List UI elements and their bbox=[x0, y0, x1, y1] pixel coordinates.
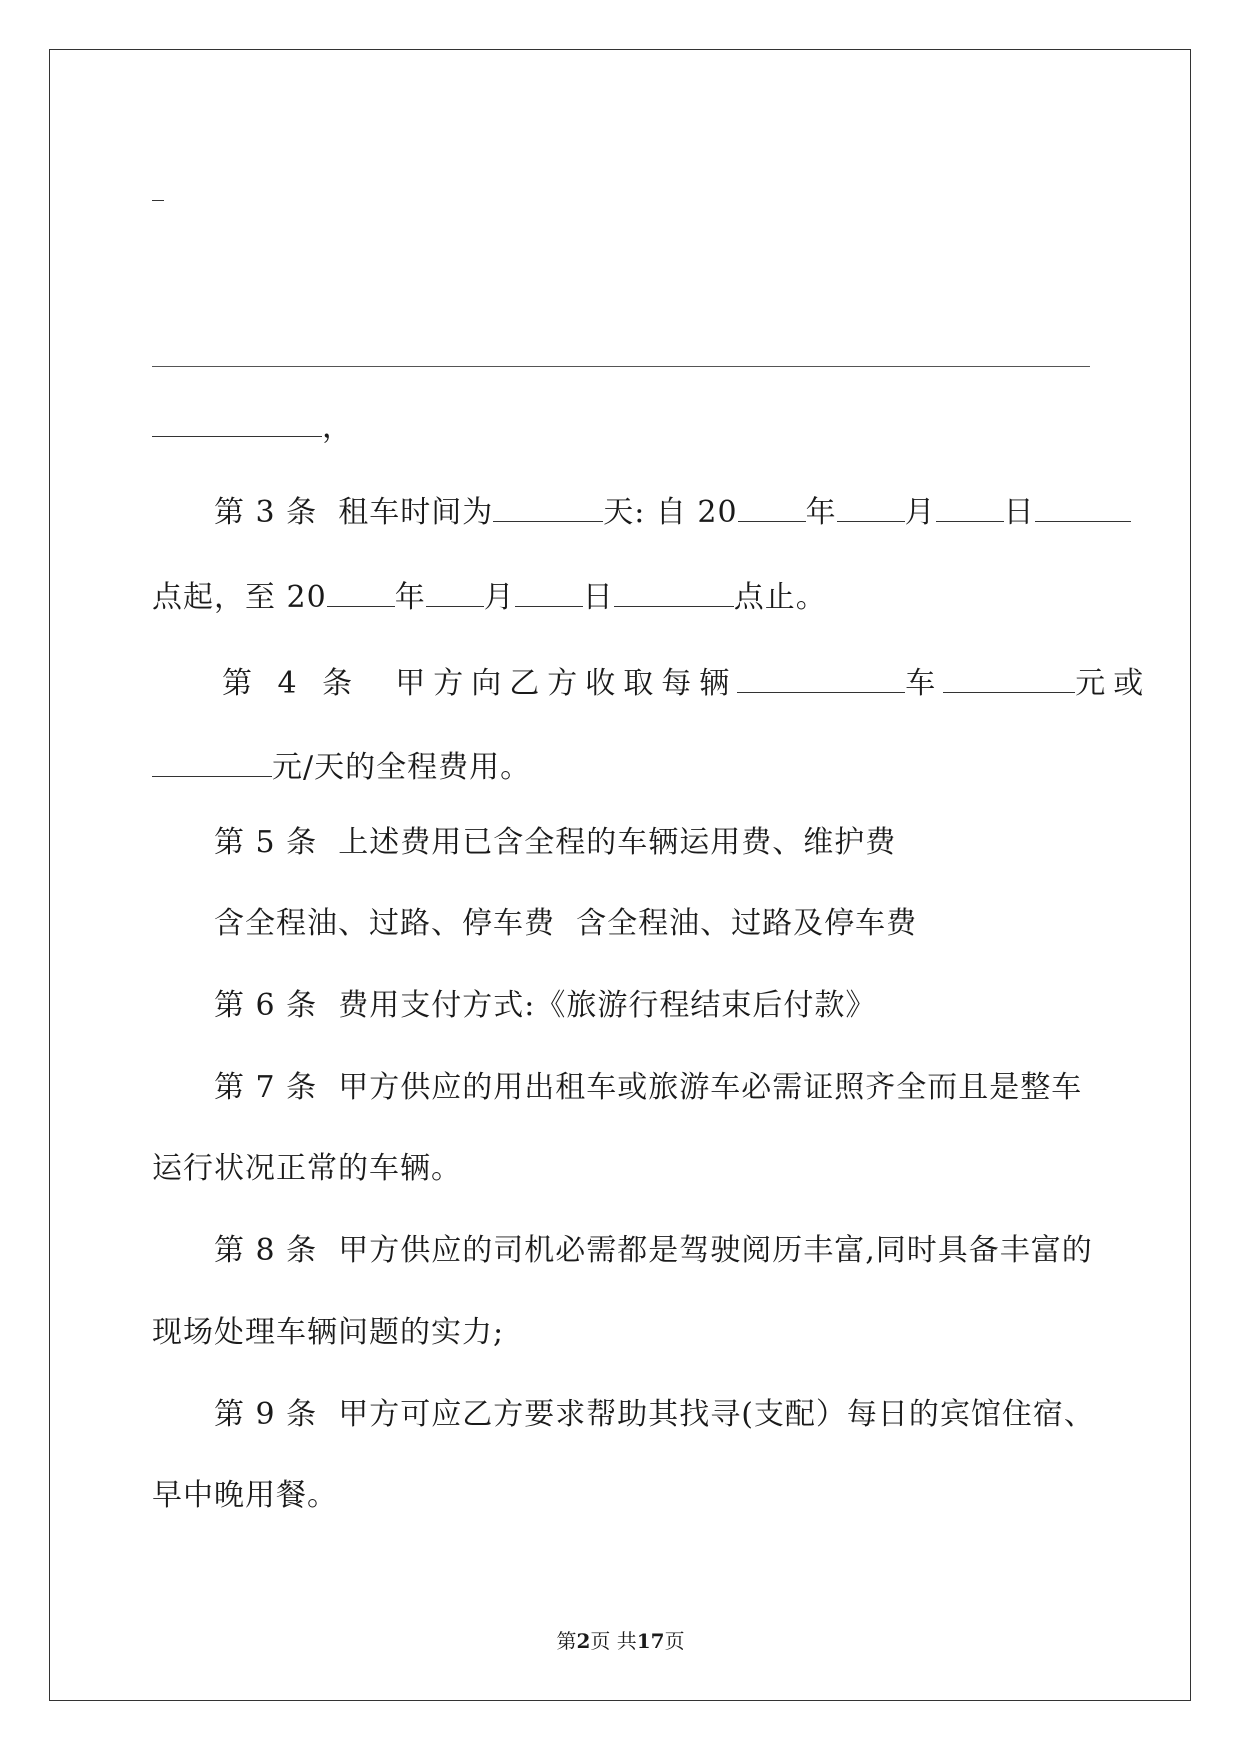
blank-start-month[interactable] bbox=[837, 493, 905, 522]
blank-start-day[interactable] bbox=[936, 493, 1004, 522]
blank-days[interactable] bbox=[493, 493, 603, 522]
article-6: 第 6 条 费用支付方式:《旅游行程结束后付款》 bbox=[214, 988, 877, 1023]
article-7-continued: 运行状况正常的车辆。 bbox=[152, 1151, 462, 1186]
article-3: 第 3 条 租车时间为 天: 自 20 年 月 日 bbox=[214, 493, 1131, 533]
blank-end-hour[interactable] bbox=[614, 578, 734, 607]
blank-start-year[interactable] bbox=[738, 493, 806, 522]
blank-start-hour[interactable] bbox=[1035, 493, 1131, 522]
blank-dash bbox=[152, 200, 164, 201]
page-border bbox=[49, 49, 1191, 1701]
blank-end-month[interactable] bbox=[426, 578, 484, 607]
page-footer: 第2页 共17页 bbox=[556, 1629, 685, 1653]
blank-end-year[interactable] bbox=[327, 578, 395, 607]
article-5-options: 含全程油、过路、停车费 含全程油、过路及停车费 bbox=[214, 906, 918, 941]
article-4: 第 4 条 甲方向乙方收取每辆 车 元或 bbox=[222, 666, 1152, 701]
article-5: 第 5 条 上述费用已含全程的车辆运用费、维护费 bbox=[214, 825, 897, 860]
article-4-continued: 元/天的全程费用。 bbox=[152, 748, 531, 788]
current-page-number: 2 bbox=[576, 1629, 591, 1653]
fill-in-line-end: ， bbox=[152, 408, 353, 448]
blank-vehicle-type[interactable] bbox=[737, 664, 905, 693]
blank-field[interactable] bbox=[152, 408, 322, 437]
blank-end-day[interactable] bbox=[515, 578, 583, 607]
article-8: 第 8 条 甲方供应的司机必需都是驾驶阅历丰富,同时具备丰富的 bbox=[214, 1233, 1093, 1268]
article-7: 第 7 条 甲方供应的用出租车或旅游车必需证照齐全而且是整车 bbox=[214, 1070, 1083, 1105]
blank-daily-fee[interactable] bbox=[152, 748, 272, 777]
article-9-continued: 早中晚用餐。 bbox=[152, 1478, 338, 1513]
article-3-continued: 点起，至 20 年 月 日 点止。 bbox=[152, 580, 827, 615]
article-8-continued: 现场处理车辆问题的实力; bbox=[152, 1315, 505, 1350]
total-page-count: 17 bbox=[636, 1629, 665, 1653]
article-9: 第 9 条 甲方可应乙方要求帮助其找寻(支配）每日的宾馆住宿、 bbox=[214, 1397, 1095, 1432]
blank-total-fee[interactable] bbox=[943, 664, 1075, 693]
fill-in-rule bbox=[152, 366, 1090, 367]
